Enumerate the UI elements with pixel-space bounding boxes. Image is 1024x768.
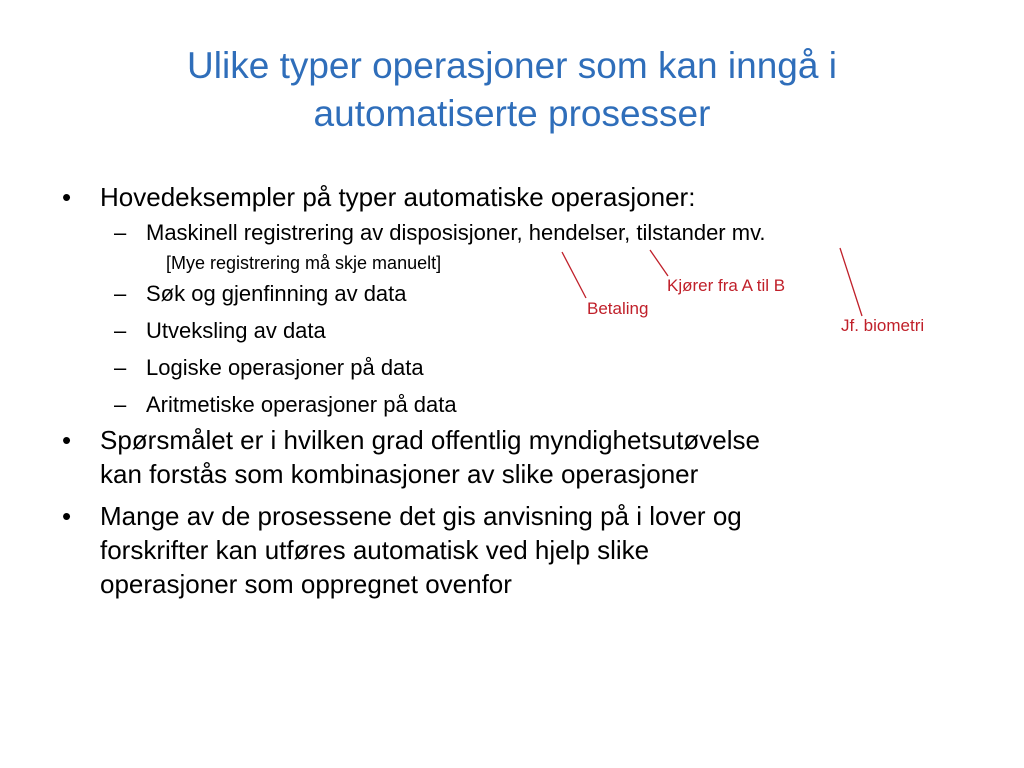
bullet-text: Spørsmålet er i hvilken grad offentlig myndighetsutøvelse bbox=[100, 425, 760, 455]
sub-bullet-text: Logiske operasjoner på data bbox=[146, 355, 424, 380]
manual-registration-note: [Mye registrering må skje manuelt] bbox=[166, 253, 442, 273]
slide-title bbox=[60, 42, 964, 138]
bullet-text: kan forstås som kombinasjoner av slike operasjoner bbox=[100, 459, 699, 489]
dash-icon: – bbox=[114, 281, 127, 306]
annotation-biometri: Jf. biometri bbox=[841, 316, 925, 335]
bullet-icon: • bbox=[62, 182, 72, 212]
bullet-item bbox=[58, 180, 988, 214]
title-line: Ulike typer operasjoner som kan inngå i bbox=[187, 45, 837, 86]
bullet-text: Hovedeksempler på typer automatiske operasjoner: bbox=[100, 182, 696, 212]
bullet-text: Mange av de prosessene det gis anvisning på i lover og bbox=[100, 501, 742, 531]
sub-bullet-text: Maskinell registrering av disposisjoner, hendelser, tilstander mv. bbox=[146, 220, 766, 245]
dash-icon: – bbox=[114, 355, 127, 380]
dash-icon: – bbox=[114, 318, 127, 343]
sub-bullet-item bbox=[58, 386, 988, 423]
bullet-text: forskrifter kan utføres automatisk ved hjelp slike bbox=[100, 535, 650, 565]
bullet-list bbox=[58, 180, 988, 601]
sub-bullet-item bbox=[58, 214, 988, 251]
title-line: automatiserte prosesser bbox=[313, 93, 711, 134]
sub-bullet-item bbox=[58, 275, 988, 312]
bullet-icon: • bbox=[62, 501, 72, 531]
sub-bullet-text: Aritmetiske operasjoner på data bbox=[146, 392, 457, 417]
annotation-kjorer: Kjører fra A til B bbox=[667, 276, 786, 295]
bullet-item bbox=[58, 423, 988, 491]
dash-icon: – bbox=[114, 220, 127, 245]
bullet-item bbox=[58, 499, 988, 601]
bullet-text: operasjoner som oppregnet ovenfor bbox=[100, 569, 512, 599]
sub-bullet-text: Utveksling av data bbox=[146, 318, 326, 343]
bullet-icon: • bbox=[62, 425, 72, 455]
dash-icon: – bbox=[114, 392, 127, 417]
annotation-betaling: Betaling bbox=[587, 299, 649, 318]
sub-bullet-text: Søk og gjenfinning av data bbox=[146, 281, 407, 306]
sub-bullet-item bbox=[58, 349, 988, 386]
